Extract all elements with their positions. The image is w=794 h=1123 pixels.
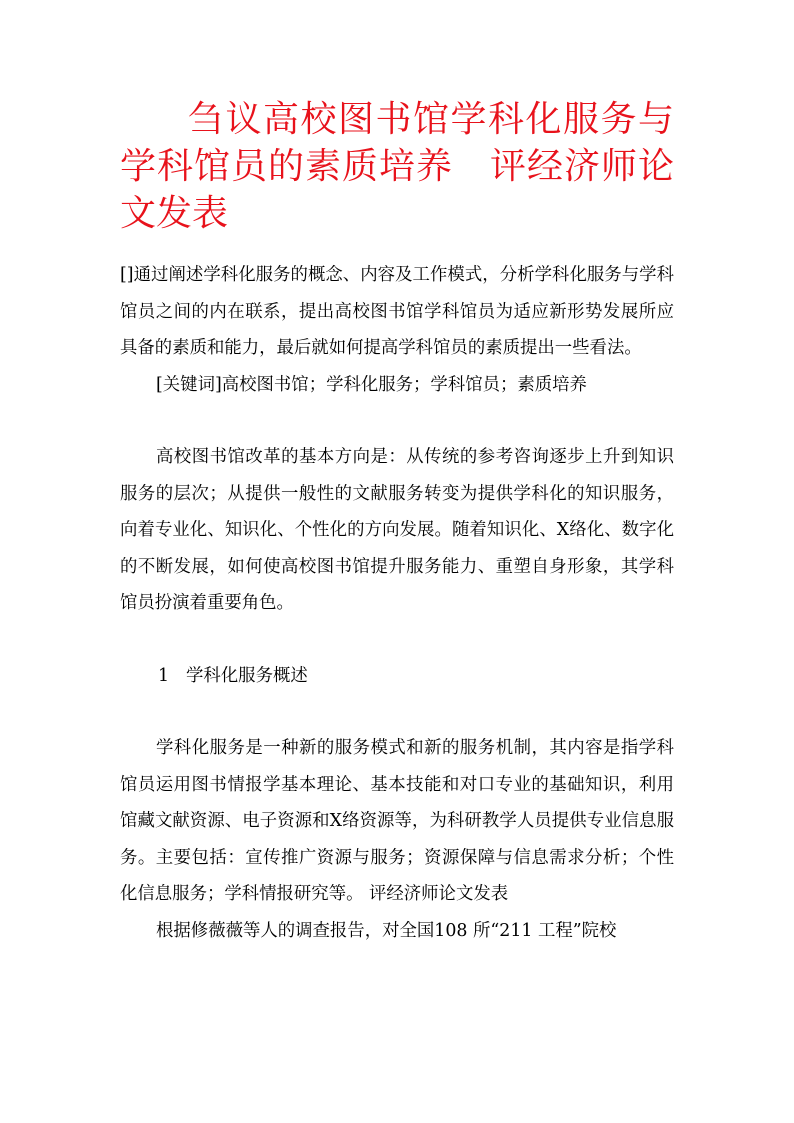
spacer bbox=[120, 403, 674, 439]
section-number: 1 bbox=[158, 665, 170, 686]
body-paragraph: 根据修薇薇等人的调查报告，对全国108 所“211 工程”院校 bbox=[156, 920, 617, 941]
body-paragraph: 学科化服务是一种新的服务模式和新的服务机制，其内容是指学科馆员运用图书情报学基本理论、基本技能和对口专业的基础知识，利用馆藏文献资源、电子资源和X络资源等，为科研教学人员提供专业信息服务。主要包括：宣传推广资源与服务；资源保障与信息需求分析；个性化信息服务；学科情报研究等。 评经济师论文发表 bbox=[120, 738, 674, 904]
section-heading bbox=[120, 658, 674, 695]
abstract-paragraph: []通过阐述学科化服务的概念、内容及工作模式，分析学科化服务与学科馆员之间的内在联系，提出高校图书馆学科馆员为适应新形势发展所应具备的素质和能力，最后就如何提高学科馆员的素质提出一些看法。 bbox=[120, 265, 674, 358]
keywords-line: [关键词]高校图书馆；学科化服务；学科馆员；素质培养 bbox=[156, 374, 587, 395]
document-title: 刍议高校图书馆学科化服务与学科馆员的素质培养 评经济师论文发表 bbox=[120, 99, 674, 234]
intro-paragraph: 高校图书馆改革的基本方向是：从传统的参考咨询逐步上升到知识服务的层次；从提供一般性的文献服务转变为提供学科化的知识服务，向着专业化、知识化、个性化的方向发展。随着知识化、X络化、数字化的不断发展，如何使高校图书馆提升服务能力、重塑自身形象，其学科馆员扮演着重要角色。 bbox=[120, 447, 674, 613]
section-title: 学科化服务概述 bbox=[186, 665, 308, 686]
spacer bbox=[120, 622, 674, 658]
spacer bbox=[120, 694, 674, 730]
document-page bbox=[120, 96, 674, 949]
